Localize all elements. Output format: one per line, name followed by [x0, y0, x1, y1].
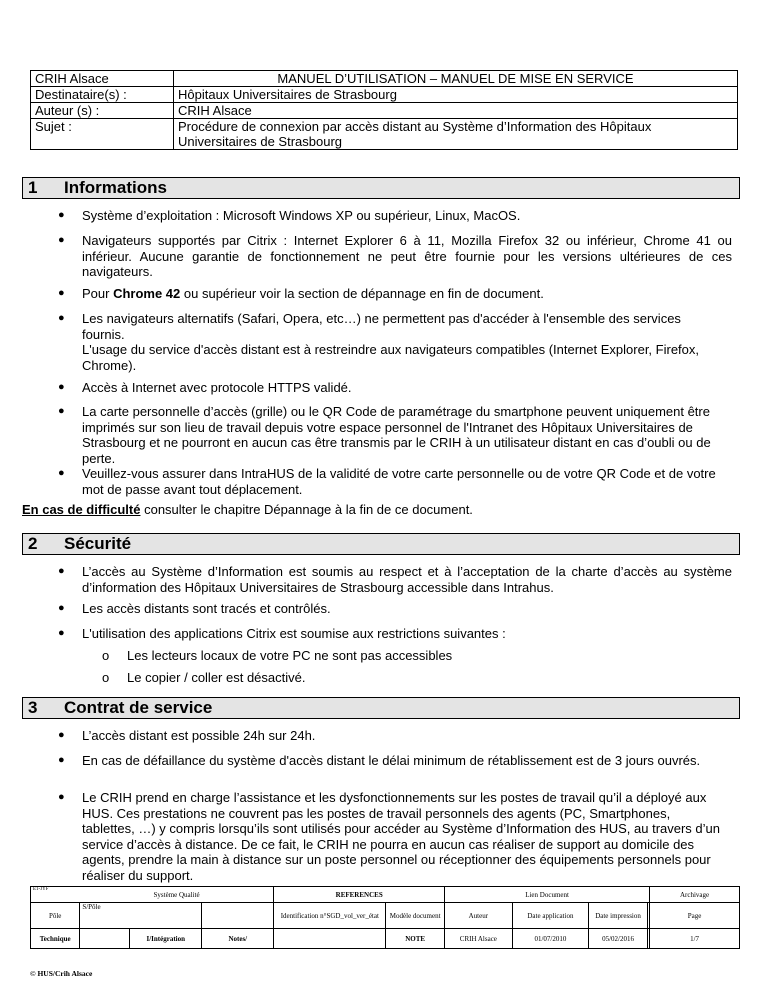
list-item-text: Pour Chrome 42 ou supérieur voir la section de dépannage en fin de document.: [82, 286, 544, 301]
bullet-icon: ●: [58, 627, 65, 639]
bullet-icon: ●: [58, 405, 65, 417]
list-item-text: En cas de défaillance du système d'accès distant le délai minimum de rétablissement est de 3 jours ouvrés.: [82, 753, 701, 768]
header-label-recipients: Destinataire(s) :: [31, 87, 174, 103]
footer-table: [30, 886, 740, 949]
difficulty-note-emphasis: En cas de difficulté: [22, 502, 141, 517]
difficulty-note: En cas de difficulté consulter le chapitre Dépannage à la fin de ce document.: [22, 502, 473, 517]
footer-val-date-print: 05/02/2016: [589, 929, 648, 949]
list-item-text: Navigateurs supportés par Citrix : Internet Explorer 6 à 11, Mozilla Firefox 32 ou inférieur, Chrome 41 ou inférieur. Aucune garantie de fonctionnement ne peut être fournie pour les versions ultérieures de ces navigateurs.: [82, 233, 732, 279]
section-heading-3: [22, 697, 740, 719]
footer-quality-system: Système Qualité: [80, 887, 274, 903]
bullet-icon: ●: [58, 729, 65, 741]
bullet-icon: ●: [58, 565, 65, 577]
section-number: 2: [28, 534, 38, 553]
footer-val-pole: Technique: [31, 929, 80, 949]
section-number: 3: [28, 698, 38, 717]
bullet-icon: ●: [58, 467, 65, 479]
bullet-icon: ●: [58, 287, 65, 299]
section-number: 1: [28, 178, 38, 197]
list-item-text: La carte personnelle d’accès (grille) ou le QR Code de paramétrage du smartphone peuvent uniquement être imprimés sur son lieu de travail depuis votre espace personnel de l'Intranet des Hôpitaux Universitaires de Strasbourg et ne pourront en aucun cas être transmis par le CRIH à un utilisateur distant en cas d’oubli ou de perte.: [82, 404, 711, 466]
footer-val-model: NOTE: [386, 929, 445, 949]
footer-copyright: © HUS/Crih Alsace: [30, 969, 93, 978]
footer-col-date-application: Date application: [512, 903, 588, 929]
footer-col-model: Modèle document: [386, 903, 445, 929]
header-value-authors: CRIH Alsace: [174, 103, 738, 119]
list-item-text: Système d’exploitation : Microsoft Windows XP ou supérieur, Linux, MacOS.: [82, 208, 521, 223]
footer-val-author: CRIH Alsace: [445, 929, 513, 949]
footer-val-page: 1/7: [650, 929, 740, 949]
list-item-text: L’accès au Système d’Information est soumis au respect et à l’acceptation de la charte d’accès au système d’information des Hôpitaux Universitaires de Strasbourg accessible dans Intrahus.: [82, 564, 732, 595]
footer-document-link: Lien Document: [445, 887, 650, 903]
list-item-text: Veuillez-vous assurer dans IntraHUS de la validité de votre carte personnelle ou de votre QR Code et de votre mot de passe avant tout déplacement.: [82, 466, 716, 497]
header-value-recipients: Hôpitaux Universitaires de Strasbourg: [174, 87, 738, 103]
section-title: Informations: [64, 178, 167, 197]
footer-col-author: Auteur: [445, 903, 513, 929]
footer-archive: Archivage: [650, 887, 740, 903]
header-title: MANUEL D’UTILISATION – MANUEL DE MISE EN SERVICE: [174, 71, 738, 87]
header-label-subject: Sujet :: [31, 119, 174, 150]
bullet-icon: ●: [58, 209, 65, 221]
bullet-icon: ●: [58, 754, 65, 766]
list-item-text: Les accès distants sont tracés et contrôlés.: [82, 601, 331, 616]
bullet-icon: ●: [58, 602, 65, 614]
header-org: CRIH Alsace: [31, 71, 174, 87]
header-value-subject: Procédure de connexion par accès distant au Système d’Information des Hôpitaux Universitaires de Strasbourg: [174, 119, 738, 150]
footer-references: REFERENCES: [274, 887, 445, 903]
sub-list-item-text: Le copier / coller est désactivé.: [127, 670, 306, 685]
footer-val-date-application: 01/07/2010: [512, 929, 588, 949]
circle-bullet-icon: o: [102, 648, 110, 663]
footer-val-spole: I/Intégration: [130, 929, 202, 949]
bullet-icon: ●: [58, 381, 65, 393]
section-title: Contrat de service: [64, 698, 213, 717]
footer-col-spole: S/Pôle: [80, 903, 202, 929]
footer-code: E1-JYF: [31, 887, 80, 903]
list-item-text: L’accès distant est possible 24h sur 24h.: [82, 728, 316, 743]
document-header-table: [30, 70, 738, 150]
list-item-text: Les navigateurs alternatifs (Safari, Opera, etc…) ne permettent pas d'accéder à l'ensemble des services fournis. L'usage du service d'accès distant est à restreindre aux navigateurs compatibles (Internet Explorer, Firefox, Chrome).: [82, 311, 699, 373]
sub-list-item-text: Les lecteurs locaux de votre PC ne sont pas accessibles: [127, 648, 453, 663]
highlight-chrome-42: Chrome 42: [113, 286, 181, 301]
list-item-text: Accès à Internet avec protocole HTTPS validé.: [82, 380, 352, 395]
footer-col-date-print: Date impression: [589, 903, 648, 929]
footer-col-identification: Identification n°SGD_vol_ver_état: [274, 903, 386, 929]
list-item-text: Le CRIH prend en charge l’assistance et les dysfonctionnements sur les postes de travail qu’il a déployé aux HUS. Ces prestations ne couvrent pas les postes de travail personnels des agents (PC, Smartphones, tablettes, …) y compris lorsqu’ils sont utilisés pour accéder au Système d’Information des HUS, au travers d’un service d’accès à distance. De ce fait, le CRIH ne pourra en aucun cas réaliser de support au domicile des agents, prendre la main à distance sur un poste personnel ou réceptionner des équipements personnels pour réaliser du support.: [82, 790, 720, 883]
header-label-authors: Auteur (s) :: [31, 103, 174, 119]
section-heading-2: [22, 533, 740, 555]
list-item-text: L'utilisation des applications Citrix est soumise aux restrictions suivantes :: [82, 626, 506, 641]
footer-col-page: Page: [650, 903, 740, 929]
section-heading-1: [22, 177, 740, 199]
bullet-icon: ●: [58, 791, 65, 803]
footer-col-pole: Pôle: [31, 903, 80, 929]
circle-bullet-icon: o: [102, 670, 110, 685]
bullet-icon: ●: [58, 312, 65, 324]
footer-val-notes: Notes/: [202, 929, 274, 949]
section-title: Sécurité: [64, 534, 132, 553]
bullet-icon: ●: [58, 234, 65, 246]
